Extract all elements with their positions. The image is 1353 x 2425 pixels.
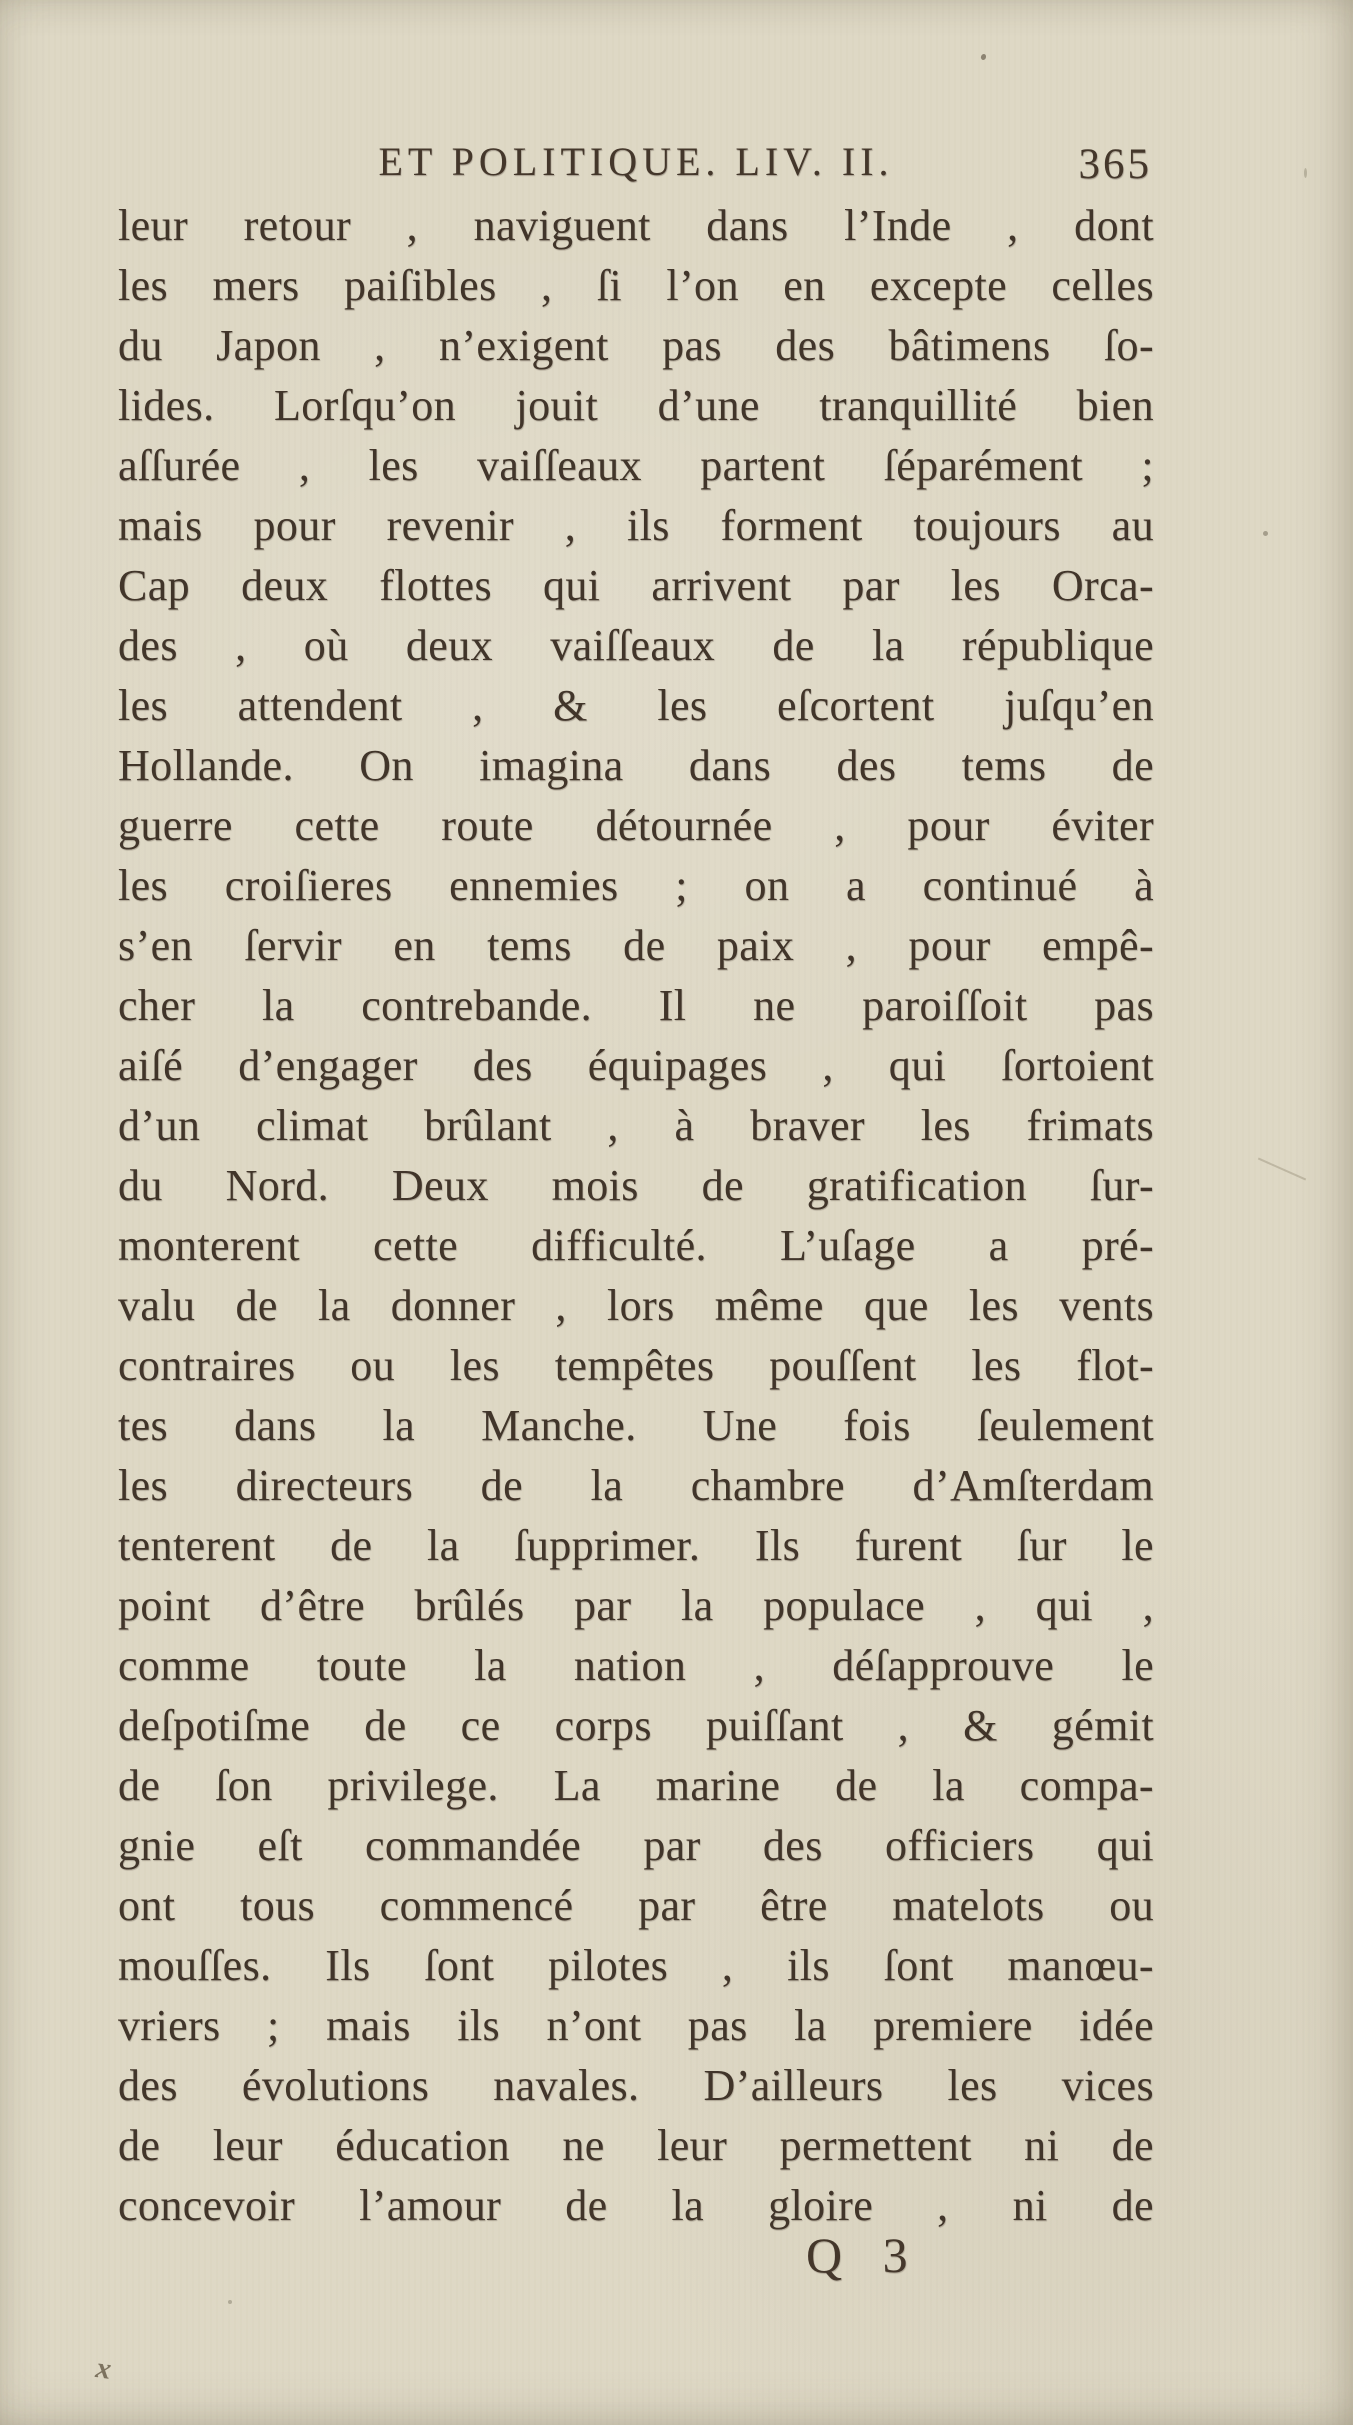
text-line: vriers ; mais ils n’ont pas la premiere idée: [118, 2001, 1154, 2050]
text-line: les directeurs de la chambre d’Amſterdam: [118, 1461, 1154, 1510]
signature-mark: Q 3: [806, 2227, 922, 2283]
text-line: monterent cette difficulté. L’uſage a pré-: [118, 1221, 1154, 1270]
text-line: point d’être brûlés par la populace , qui ,: [118, 1581, 1154, 1630]
text-line: gnie eſt commandée par des officiers qui: [118, 1821, 1154, 1870]
paper-scratch: [1258, 1158, 1306, 1181]
text-line: Cap deux flottes qui arrivent par les Orca-: [118, 561, 1154, 610]
text-line: mais pour revenir , ils forment toujours au: [118, 501, 1154, 550]
text-line: du Japon , n’exigent pas des bâtimens ſo-: [118, 321, 1154, 370]
paper-speck: [980, 53, 987, 60]
text-line: de leur éducation ne leur permettent ni de: [118, 2121, 1154, 2170]
text-line: des évolutions navales. D’ailleurs les vices: [118, 2061, 1154, 2110]
text-line: tenterent de la ſupprimer. Ils furent ſur le: [118, 1521, 1154, 1570]
text-line: comme toute la nation , déſapprouve le: [118, 1641, 1154, 1690]
paper-speck: [1304, 168, 1307, 178]
text-line: du Nord. Deux mois de gratification ſur-: [118, 1161, 1154, 1210]
text-line: lides. Lorſqu’on jouit d’une tranquillité bien: [118, 381, 1154, 430]
text-line: valu de la donner , lors même que les vents: [118, 1281, 1154, 1330]
text-line: tes dans la Manche. Une fois ſeulement: [118, 1401, 1154, 1450]
text-line: les croiſieres ennemies ; on a continué à: [118, 861, 1154, 910]
text-line: guerre cette route détournée , pour éviter: [118, 801, 1154, 850]
text-line: des , où deux vaiſſeaux de la république: [118, 621, 1154, 670]
stray-pen-mark: x: [93, 2351, 114, 2386]
text-line: les attendent , & les eſcortent juſqu’en: [118, 681, 1154, 730]
text-line: aſſurée , les vaiſſeaux partent ſéparément ;: [118, 441, 1154, 490]
paper-speck: [228, 2300, 232, 2304]
running-header: [118, 138, 1154, 202]
text-line: ont tous commencé par être matelots ou: [118, 1881, 1154, 1930]
text-line: mouſſes. Ils ſont pilotes , ils ſont manœu-: [118, 1941, 1154, 1990]
text-line: leur retour , naviguent dans l’Inde , dont: [118, 201, 1154, 250]
text-line: s’en ſervir en tems de paix , pour empê-: [118, 921, 1154, 970]
paper-speck: [1263, 531, 1268, 536]
running-title: ET POLITIQUE. LIV. II.: [378, 139, 894, 184]
text-line: deſpotiſme de ce corps puiſſant , & gémit: [118, 1701, 1154, 1750]
page-number: 365: [1078, 141, 1152, 188]
text-line: les mers paiſibles , ſi l’on en excepte celles: [118, 261, 1154, 310]
text-line: aiſé d’engager des équipages , qui ſortoient: [118, 1041, 1154, 1090]
text-line: concevoir l’amour de la gloire , ni de: [118, 2181, 1154, 2230]
text-line: de ſon privilege. La marine de la compa-: [118, 1761, 1154, 1810]
text-line: cher la contrebande. Il ne paroiſſoit pas: [118, 981, 1154, 1030]
text-line: d’un climat brûlant , à braver les frimats: [118, 1101, 1154, 1150]
text-line: contraires ou les tempêtes pouſſent les flot-: [118, 1341, 1154, 1390]
body-text-block: [118, 196, 1154, 2236]
text-line: Hollande. On imagina dans des tems de: [118, 741, 1154, 790]
